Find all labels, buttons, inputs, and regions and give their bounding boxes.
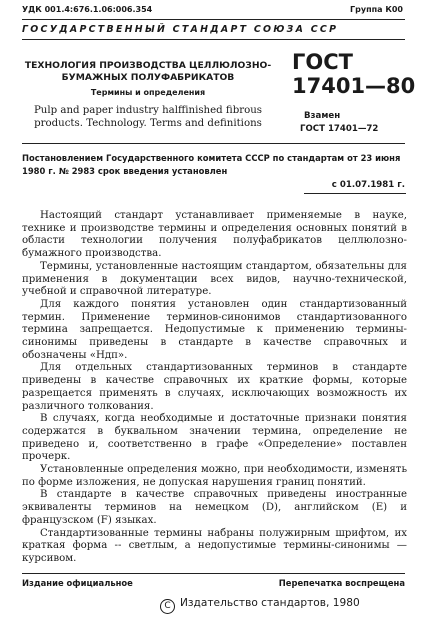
paragraph: Термины, установленные настоящим стандартом, обязательны для применения в документации всех видов, научно-технической, учебной и справочной литературе.: [22, 260, 407, 298]
footer-rule: [22, 573, 405, 574]
title-subtitle: Термины и определения: [90, 88, 206, 97]
date-rule: [304, 193, 406, 194]
title-line-2: БУМАЖНЫХ ПОЛУФАБРИКАТОВ: [61, 72, 235, 83]
title-block: [22, 60, 274, 130]
decree-text: [22, 152, 408, 178]
replaces-block: [300, 110, 378, 136]
publisher: Издательство стандартов, 1980: [180, 597, 360, 609]
paragraph: Установленные определения можно, при необходимости, изменять по форме изложения, не допуская нарушения границ понятий.: [22, 464, 407, 488]
decree-line-2: 1980 г. № 2983 срок введения установлен: [22, 166, 228, 176]
top-rule: [22, 19, 405, 20]
title-rule: [22, 143, 405, 144]
standard-banner: ГОСУДАРСТВЕННЫЙ СТАНДАРТ СОЮЗА ССР: [22, 24, 339, 35]
paragraph: Для каждого понятия установлен один стандартизованный термин. Применение терминов-синонимов стандартизованного термина запрещается. Недопустимые к применению термины-синонимы приведены в стандарте в качестве справочных и обозначены «Ндп».: [22, 298, 407, 361]
title-english-2: products. Technology. Terms and definitions: [34, 118, 262, 129]
udk-code: УДК 001.4:676.1.06:006.354: [22, 5, 153, 14]
group-code: Группа К00: [350, 5, 403, 14]
paragraph: Настоящий стандарт устанавливает применяемые в науке, технике и производстве термины и определения основных понятий в области технологии получения полуфабрикатов целлюлозно-бумажного производства.: [22, 210, 407, 260]
paragraph: Стандартизованные термины набраны полужирным шрифтом, их краткая форма -- светлым, а недопустимые термины-синонимы — курсивом.: [22, 527, 407, 564]
paragraph: Для отдельных стандартизованных терминов в стандарте приведены в качестве справочных их краткие формы, которые разрещается применять в случаях, исключающих возможность их различного толкования.: [22, 362, 407, 412]
replaces-label: Взамен: [304, 111, 341, 121]
paragraph: В стандарте в качестве справочных приведены иностранные эквиваленты терминов на немецком (D), английском (E) и французском (F) языках.: [22, 489, 407, 526]
official-edition: Издание официальное: [22, 578, 133, 588]
reprint-prohibited: Перепечатка воспрещена: [278, 578, 405, 588]
decree-line-1: Постановлением Государственного комитета СССР по стандартам от 23 июня: [22, 153, 401, 163]
gost-number: 17401—80: [292, 74, 416, 98]
paragraph: В случаях, когда необходимые и достаточные признаки понятия содержатся в буквальном значении термина, определение не приведено и, соответственно в графе «Определение» поставлен прочерк.: [22, 413, 407, 463]
title-english-1: Pulp and paper industry halffinished fibrous: [33, 105, 263, 116]
copyright-icon: C: [160, 599, 175, 614]
body-text: [22, 210, 407, 566]
replaces-value: ГОСТ 17401—72: [300, 124, 379, 134]
banner-rule: [22, 39, 405, 40]
effective-date: с 01.07.1981 г.: [331, 180, 405, 190]
gost-designation: [292, 50, 415, 98]
title-line-1: ТЕХНОЛОГИЯ ПРОИЗВОДСТВА ЦЕЛЛЮЛОЗНО-: [24, 60, 272, 71]
gost-label: ГОСТ: [292, 50, 353, 74]
copyright-line: [160, 597, 408, 614]
